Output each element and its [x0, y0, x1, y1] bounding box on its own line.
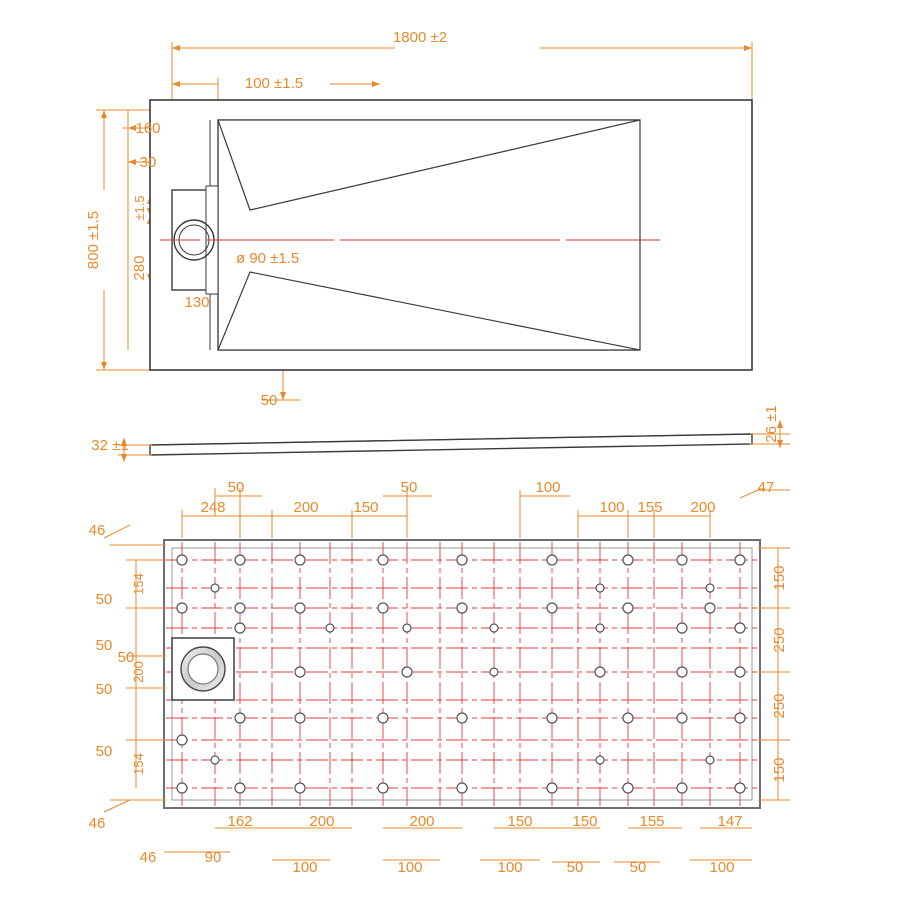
dim-b-155-b: 155: [639, 813, 665, 830]
dim-b-200-b2: 200: [409, 813, 435, 830]
dim-b-200-b1: 200: [309, 813, 335, 830]
dim-b-50-b1: 50: [566, 859, 584, 876]
dim-b-left-46-top: 46: [88, 522, 106, 539]
dim-b-50-b2: 50: [629, 859, 647, 876]
dim-160: 160: [135, 120, 161, 137]
dim-b-top-100-a: 100: [535, 479, 561, 496]
dim-130: 130: [184, 294, 210, 311]
dim-b-left-50-c: 50: [117, 649, 135, 666]
dim-b-right-150-top: 150: [771, 565, 788, 591]
dim-b-100-b1: 100: [292, 859, 318, 876]
dim-b-150-b1: 150: [507, 813, 533, 830]
dim-b-top-100-b: 100: [599, 499, 625, 516]
dim-b-left-50-a: 50: [95, 591, 113, 608]
dim-b-left-46-bottom: 46: [88, 815, 106, 832]
side-view: [91, 405, 790, 462]
dim-b-left-50-b: 50: [95, 637, 113, 654]
dim-right-thickness: 26 ±1: [763, 405, 780, 443]
dim-b-top-50-a: 50: [227, 479, 245, 496]
dim-b-150-b2: 150: [572, 813, 598, 830]
dim-b-46-bottom2: 46: [139, 849, 157, 866]
dim-b-right-250-b: 250: [771, 693, 788, 719]
dim-b-100-b4: 100: [709, 859, 735, 876]
dim-b-154-top: 154: [131, 573, 146, 595]
dim-b-147: 147: [717, 813, 743, 830]
dim-b-100-b3: 100: [497, 859, 523, 876]
drain-outlet: [172, 638, 234, 700]
dim-b-90: 90: [204, 849, 222, 866]
dim-b-200-top: 200: [293, 499, 319, 516]
dim-b-top-155: 155: [637, 499, 663, 516]
dim-b-200-left: 200: [131, 661, 146, 683]
bottom-view: [164, 540, 760, 808]
top-view-outline: [150, 100, 752, 370]
dim-b-right-150-bottom: 150: [771, 757, 788, 783]
dim-b-top-47: 47: [757, 479, 775, 496]
dim-b-162: 162: [227, 813, 253, 830]
dim-drain-diameter: ø 90 ±1.5: [236, 250, 300, 267]
dim-overall-length: 1800 ±2: [392, 29, 448, 46]
dim-tolerance-15: ±1.5: [132, 195, 147, 221]
dim-30: 30: [139, 154, 157, 171]
dim-left-thickness: 32 ±1: [91, 437, 129, 454]
dim-b-100-b2: 100: [397, 859, 423, 876]
dim-280: 280: [131, 255, 148, 281]
dim-b-left-50-d: 50: [95, 681, 113, 698]
dim-b-248: 248: [200, 499, 226, 516]
dim-drain-offset-top: 100 ±1.5: [244, 75, 304, 92]
dim-50-top-view: 50: [260, 392, 278, 409]
dim-b-top-200: 200: [690, 499, 716, 516]
dim-b-right-250-a: 250: [771, 627, 788, 653]
dim-b-150-top: 150: [353, 499, 379, 516]
dim-b-top-50-b: 50: [400, 479, 418, 496]
dim-b-left-50-e: 50: [95, 743, 113, 760]
dim-overall-width: 800 ±1.5: [85, 210, 102, 270]
dim-b-154-bottom: 154: [131, 753, 146, 775]
